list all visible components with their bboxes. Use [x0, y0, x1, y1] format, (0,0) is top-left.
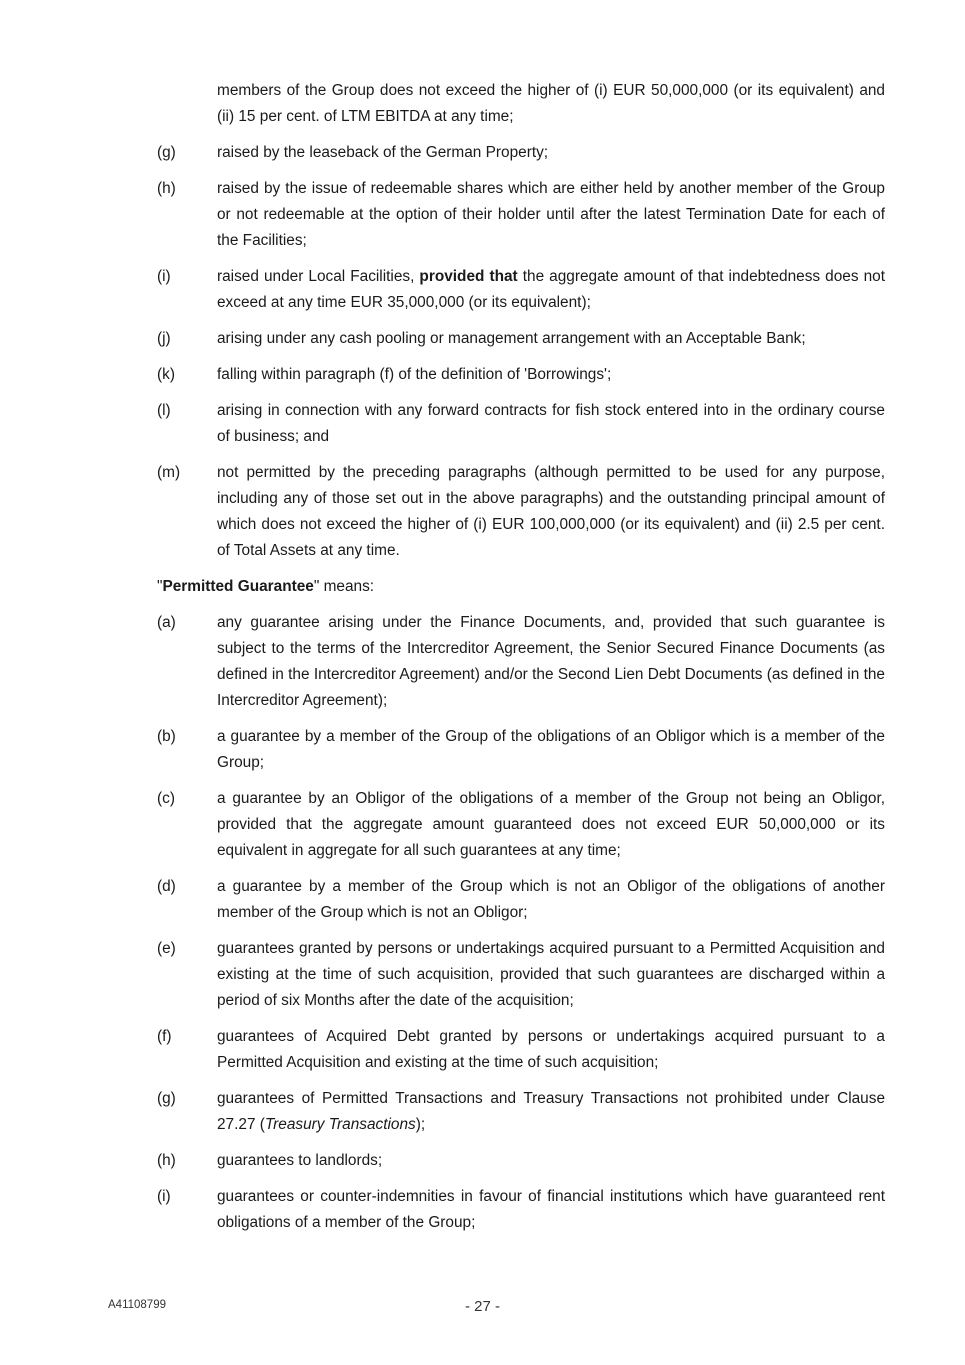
item-label: (e) [157, 940, 176, 957]
document-reference: A41108799 [108, 1299, 166, 1311]
item-text-post: ); [415, 1116, 426, 1133]
definition-close: " means: [313, 578, 375, 595]
item-label: (f) [157, 1028, 172, 1045]
list-item [157, 610, 885, 714]
item-text [217, 264, 885, 316]
list-item [157, 460, 885, 564]
item-text: a guarantee by an Obligor of the obligations of a member of the Group not being an Obligor, provided that the aggregate amount guaranteed does not exceed EUR 50,000,000 or its equivalent in aggregate for all such guarantees at any time; [217, 790, 885, 859]
list-item [157, 1148, 885, 1174]
list-item [157, 1086, 885, 1138]
item-label: (j) [157, 330, 171, 347]
definition-open-quote: " [157, 578, 163, 595]
item-text-bold: provided that [419, 268, 518, 285]
list-item [157, 264, 885, 316]
item-text: raised by the leaseback of the German Property; [217, 144, 549, 161]
item-text: arising under any cash pooling or management arrangement with an Acceptable Bank; [217, 330, 806, 347]
item-label: (i) [157, 1188, 171, 1205]
item-label: (c) [157, 790, 175, 807]
list-item [157, 786, 885, 864]
list-item [157, 936, 885, 1014]
list-item [157, 176, 885, 254]
item-text: guarantees granted by persons or undertakings acquired pursuant to a Permitted Acquisition and existing at the time of such acquisition, provided that such guarantees are discharged within a period of six Months after the date of the acquisition; [217, 940, 885, 1009]
item-label: (l) [157, 402, 171, 419]
definition-heading [157, 574, 885, 600]
item-label: (g) [157, 144, 176, 161]
definition-term: Permitted Guarantee [162, 578, 314, 595]
item-label: (b) [157, 728, 176, 745]
item-text-pre: raised under Local Facilities, [217, 268, 420, 285]
item-text: any guarantee arising under the Finance Documents, and, provided that such guarantee is subject to the terms of the Intercreditor Agreement, the Senior Secured Finance Documents (as defined in the Intercreditor Agreement) and/or the Second Lien Debt Documents (as defined in the Intercreditor Agreement); [217, 614, 885, 709]
item-text: guarantees of Acquired Debt granted by persons or undertakings acquired pursuant to a Permitted Acquisition and existing at the time of such acquisition; [217, 1028, 885, 1071]
item-text [217, 1086, 885, 1138]
list-item [157, 362, 885, 388]
item-label: (h) [157, 1152, 176, 1169]
item-label: (i) [157, 268, 171, 285]
item-label: (h) [157, 180, 176, 197]
item-text: arising in connection with any forward contracts for fish stock entered into in the ordinary course of business; and [217, 402, 885, 445]
item-label: (k) [157, 366, 175, 383]
item-text-post: the aggregate amount of that indebtedness does not exceed at any time EUR 35,000,000 (or its equivalent); [217, 268, 885, 311]
item-text: guarantees or counter-indemnities in favour of financial institutions which have guaranteed rent obligations of a member of the Group; [217, 1188, 885, 1231]
item-text: falling within paragraph (f) of the definition of 'Borrowings'; [217, 366, 612, 383]
item-label: (a) [157, 614, 176, 631]
item-label: (g) [157, 1090, 176, 1107]
item-text: raised by the issue of redeemable shares which are either held by another member of the Group or not redeemable at the option of their holder until after the latest Termination Date for each of the Facilities; [217, 180, 885, 249]
page-number: - 27 - [464, 1298, 500, 1315]
item-text-italic: Treasury Transactions [264, 1116, 416, 1133]
list-item [157, 398, 885, 450]
item-text: a guarantee by a member of the Group which is not an Obligor of the obligations of another member of the Group which is not an Obligor; [217, 878, 885, 921]
page-body [157, 78, 885, 1246]
item-text: not permitted by the preceding paragraphs (although permitted to be used for any purpose, including any of those set out in the above paragraphs) and the outstanding principal amount of which does not exceed the higher of (i) EUR 100,000,000 (or its equivalent) and (ii) 2.5 per cent. of Total Assets at any time. [217, 464, 885, 559]
list-item [157, 326, 885, 352]
item-label: (m) [157, 464, 181, 481]
list-item [157, 874, 885, 926]
list-item [157, 1184, 885, 1236]
list-item [157, 1024, 885, 1076]
item-text: a guarantee by a member of the Group of the obligations of an Obligor which is a member of the Group; [217, 728, 885, 771]
item-text: guarantees to landlords; [217, 1152, 383, 1169]
list-item [157, 724, 885, 776]
list-item [157, 140, 885, 166]
continuation-paragraph: members of the Group does not exceed the higher of (i) EUR 50,000,000 (or its equivalent) and (ii) 15 per cent. of LTM EBITDA at any time; [217, 82, 885, 125]
item-label: (d) [157, 878, 176, 895]
item-text-pre: guarantees of Permitted Transactions and Treasury Transactions not prohibited under Clause 27.27 ( [217, 1090, 885, 1133]
